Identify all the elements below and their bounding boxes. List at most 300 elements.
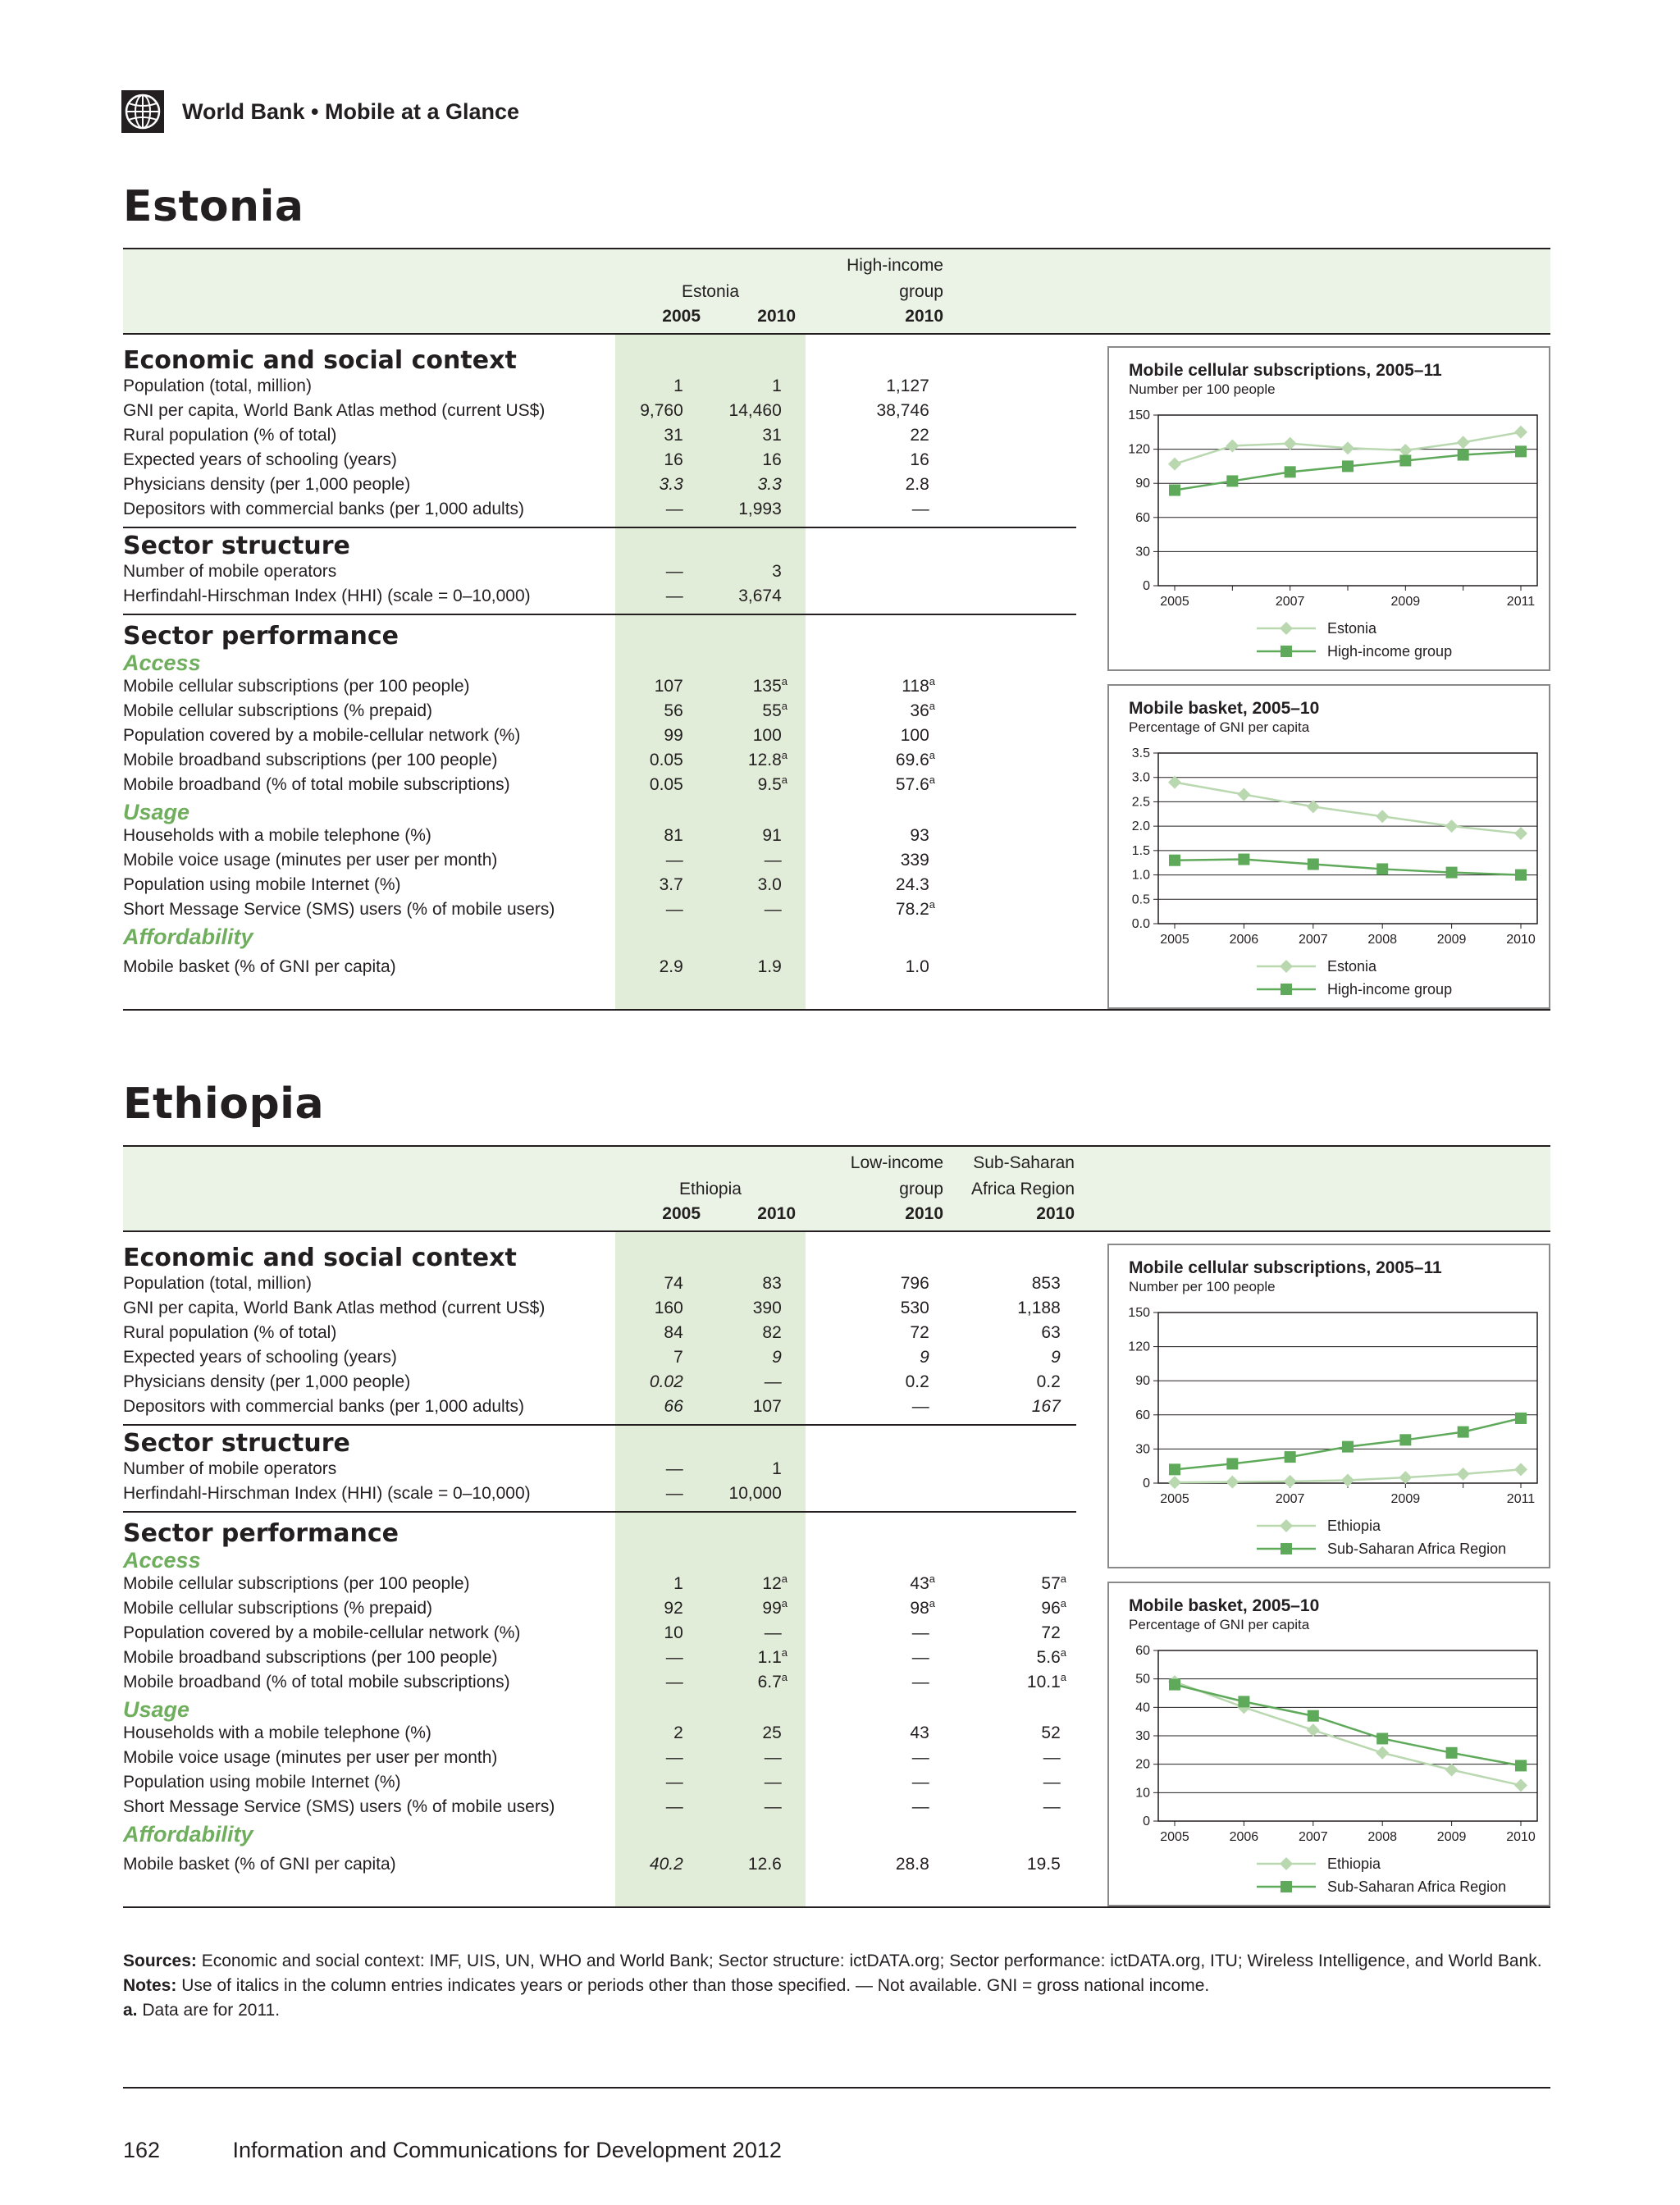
y-tick-label: 0 [1143, 579, 1150, 593]
value-col-3: 9 [920, 1348, 929, 1367]
data-point-square [1342, 1441, 1354, 1453]
value-col-1: — [665, 587, 683, 605]
value-col-3: — [911, 1748, 929, 1767]
region-label-2: Africa Region [970, 1180, 1075, 1198]
y-tick-label: 120 [1128, 1340, 1150, 1354]
row-label: Herfindahl-Hirschman Index (HHI) (scale = 0–10,000) [123, 1484, 531, 1503]
group-label: Estonia [681, 282, 740, 301]
row-label: Population using mobile Internet (%) [123, 1773, 401, 1792]
value-col-1: — [665, 500, 683, 518]
legend-marker-square [1281, 1543, 1292, 1554]
value-col-2: 1.9 [757, 957, 782, 976]
row-label: Depositors with commercial banks (per 1,000 adults) [123, 1397, 525, 1416]
page-footer [123, 2138, 782, 2163]
value-col-3: 24.3 [895, 875, 929, 894]
country-table [123, 248, 1550, 1012]
table-row [123, 848, 1076, 873]
value-col-4: 96$^a$ [1041, 1597, 1066, 1618]
data-point-square [1238, 1696, 1249, 1707]
subsection-usage: Usage [123, 800, 190, 824]
legend-label: Sub-Saharan Africa Region [1327, 1541, 1507, 1557]
section-title-structure: Sector structure [123, 1429, 350, 1458]
table-header [123, 1145, 1550, 1232]
line-chart [1109, 1583, 1549, 1905]
subsection-affordability: Affordability [123, 1822, 253, 1847]
row-label: Physicians density (per 1,000 people) [123, 1372, 411, 1391]
value-col-3: — [911, 500, 929, 518]
year-2005-label: 2005 [662, 307, 701, 326]
value-col-1: — [665, 1673, 683, 1691]
x-tick-label: 2005 [1160, 595, 1189, 609]
value-col-3: 38,746 [876, 401, 929, 420]
value-col-1: 2 [673, 1723, 683, 1742]
plot-area [1158, 1312, 1537, 1483]
line-chart [1109, 1245, 1549, 1567]
comparison-group-label-2: group [899, 1180, 943, 1198]
value-col-1: — [665, 1459, 683, 1478]
legend-label: Ethiopia [1327, 1856, 1381, 1872]
x-tick-label: 2007 [1275, 595, 1305, 609]
legend-label: High-income group [1327, 643, 1453, 660]
value-col-2: 55$^a$ [762, 700, 788, 720]
row-label: Population (total, million) [123, 377, 312, 395]
section-title-economic: Economic and social context [123, 346, 517, 375]
table-row [123, 423, 1076, 448]
value-col-2: 99$^a$ [762, 1597, 788, 1618]
footnote-marker: a [1060, 1646, 1066, 1659]
x-tick-label: 2011 [1506, 1492, 1536, 1506]
footnote-marker: a [1060, 1597, 1066, 1609]
data-point-square [1169, 855, 1180, 866]
section-rule [123, 527, 1076, 528]
x-tick-label: 2009 [1390, 1492, 1421, 1506]
legend-label: Ethiopia [1327, 1518, 1381, 1534]
footnote-marker: a [781, 774, 788, 786]
data-point-square [1169, 1463, 1180, 1475]
value-col-2: 107 [752, 1397, 782, 1416]
sources-line: Sources: Economic and social context: IMF, UIS, UN, WHO and World Bank; Sector structure: ictDATA.org; Sector performance: ictDATA.org, ITU; Wireless Intelligence, and World Bank. [123, 1952, 1542, 1970]
table-row [123, 1852, 1076, 1877]
value-col-1: — [665, 1773, 683, 1792]
y-tick-label: 3.0 [1131, 770, 1150, 785]
value-col-1: 1 [673, 377, 683, 395]
data-point-square [1376, 1732, 1388, 1744]
value-col-2: 91 [762, 826, 782, 845]
row-label: Depositors with commercial banks (per 1,000 adults) [123, 500, 525, 518]
value-col-2: 100 [752, 726, 782, 745]
value-col-2: 390 [752, 1299, 782, 1317]
value-col-2: 12.6 [747, 1855, 782, 1874]
x-tick-label: 2007 [1299, 933, 1328, 947]
value-col-2: 82 [762, 1323, 782, 1342]
chart-subtitle: Percentage of GNI per capita [1129, 1617, 1310, 1632]
x-tick-label: 2008 [1367, 933, 1397, 947]
chart-title: Mobile cellular subscriptions, 2005–11 [1129, 361, 1442, 380]
table-row [123, 1271, 1076, 1296]
legend-label: Estonia [1327, 620, 1377, 637]
row-label: Rural population (% of total) [123, 1323, 337, 1342]
row-label: Short Message Service (SMS) users (% of mobile users) [123, 1797, 555, 1816]
value-col-1: — [665, 1797, 683, 1816]
table-row [123, 584, 1076, 609]
y-tick-label: 60 [1135, 510, 1150, 525]
footnote-marker: a [929, 1573, 935, 1585]
y-tick-label: 150 [1128, 1306, 1150, 1320]
value-col-1: 3.7 [659, 875, 683, 894]
table-row [123, 1296, 1076, 1321]
value-col-3: 22 [910, 426, 929, 445]
y-tick-label: 150 [1128, 409, 1150, 422]
footnote-marker: a [929, 700, 935, 712]
row-label: Population covered by a mobile-cellular network (%) [123, 1623, 521, 1642]
x-tick-label: 2006 [1229, 1830, 1259, 1844]
value-col-4: 63 [1041, 1323, 1061, 1342]
row-label: Mobile broadband (% of total mobile subscriptions) [123, 775, 510, 794]
row-label: Physicians density (per 1,000 people) [123, 475, 411, 494]
chart-title: Mobile basket, 2005–10 [1129, 1596, 1320, 1615]
value-col-2: 3,674 [738, 587, 782, 605]
data-point-square [1515, 1413, 1527, 1424]
subsection-access: Access [123, 1548, 201, 1573]
row-label: Mobile broadband subscriptions (per 100 people) [123, 1648, 498, 1667]
value-col-3: 43 [910, 1723, 929, 1742]
footnote-marker: a [929, 675, 935, 687]
row-label: Herfindahl-Hirschman Index (HHI) (scale = 0–10,000) [123, 587, 531, 605]
footnote-marker: a [781, 1573, 788, 1585]
year-2010-label: 2010 [757, 307, 796, 326]
value-col-3: — [911, 1623, 929, 1642]
chart-title: Mobile basket, 2005–10 [1129, 699, 1320, 718]
value-col-3: 100 [900, 726, 929, 745]
legend-marker-diamond [1280, 622, 1293, 635]
value-col-1: 107 [654, 677, 683, 696]
value-col-4: 72 [1041, 1623, 1061, 1642]
table-row [123, 724, 1076, 748]
y-tick-label: 0.5 [1131, 892, 1150, 907]
value-col-1: 2.9 [659, 957, 683, 976]
row-label: Population covered by a mobile-cellular network (%) [123, 726, 521, 745]
value-col-2: 3.0 [757, 875, 782, 894]
value-col-1: — [665, 1748, 683, 1767]
value-col-2: 16 [762, 450, 782, 469]
data-point-square [1226, 1458, 1238, 1469]
section-rule [123, 614, 1076, 615]
header-title: World Bank • Mobile at a Glance [182, 98, 520, 124]
value-col-1: 10 [664, 1623, 683, 1642]
value-col-3: 98$^a$ [910, 1597, 935, 1618]
x-tick-label: 2010 [1506, 1830, 1536, 1844]
row-label: Number of mobile operators [123, 562, 337, 581]
row-label: Number of mobile operators [123, 1459, 337, 1478]
region-year-label: 2010 [1036, 1204, 1075, 1223]
value-col-4: — [1043, 1797, 1061, 1816]
section-title-economic: Economic and social context [123, 1244, 517, 1272]
value-col-1: 66 [664, 1397, 683, 1416]
data-point-square [1446, 1747, 1458, 1759]
value-col-4: 52 [1041, 1723, 1061, 1742]
value-col-2: 1.1$^a$ [757, 1646, 788, 1667]
subsection-usage: Usage [123, 1697, 190, 1722]
row-label: Mobile basket (% of GNI per capita) [123, 1855, 396, 1874]
data-point-square [1458, 450, 1469, 461]
x-tick-label: 2006 [1229, 933, 1259, 947]
value-col-1: 40.2 [649, 1855, 683, 1874]
section-rule [123, 1511, 1076, 1513]
footnote-a: a. Data are for 2011. [123, 2001, 281, 2020]
chart-panel [1107, 346, 1550, 671]
value-col-3: 118$^a$ [902, 675, 935, 696]
comparison-group-label: High-income [847, 256, 943, 275]
legend-marker-square [1281, 984, 1292, 995]
value-col-1: 99 [664, 726, 683, 745]
value-col-2: 1 [772, 377, 782, 395]
country-table [123, 1145, 1550, 1910]
y-tick-label: 2.5 [1131, 795, 1150, 810]
value-col-1: 9,760 [640, 401, 683, 420]
value-col-3: 93 [910, 826, 929, 845]
value-col-2: — [764, 1748, 782, 1767]
value-col-2: 9 [772, 1348, 782, 1367]
legend-label: Sub-Saharan Africa Region [1327, 1879, 1507, 1895]
chart-panel [1107, 1244, 1550, 1568]
table-row [123, 1596, 1076, 1621]
value-col-2: 12$^a$ [762, 1573, 788, 1593]
value-col-4: — [1043, 1773, 1061, 1792]
value-col-3: 28.8 [895, 1855, 929, 1874]
plot-area [1158, 753, 1537, 924]
table-row [123, 748, 1076, 773]
value-col-4: 5.6$^a$ [1036, 1646, 1066, 1667]
row-label: Mobile voice usage (minutes per user per month) [123, 851, 498, 870]
footnote-marker: a [781, 675, 788, 687]
chart-title: Mobile cellular subscriptions, 2005–11 [1129, 1258, 1442, 1277]
page-number: 162 [123, 2138, 161, 2162]
row-label: Mobile cellular subscriptions (% prepaid) [123, 701, 432, 720]
value-col-2: 135$^a$ [752, 675, 788, 696]
row-label: Expected years of schooling (years) [123, 450, 397, 469]
value-col-3: — [911, 1397, 929, 1416]
y-tick-label: 60 [1135, 1644, 1150, 1658]
value-col-1: 1 [673, 1574, 683, 1593]
value-col-2: 25 [762, 1723, 782, 1742]
footnote-marker: a [929, 1597, 935, 1609]
footnote-marker: a [781, 1597, 788, 1609]
value-col-2: — [764, 1797, 782, 1816]
table-row [123, 448, 1076, 472]
country-title: Estonia [123, 182, 304, 231]
row-label: Households with a mobile telephone (%) [123, 1723, 431, 1742]
value-col-2: 9.5$^a$ [757, 774, 788, 794]
value-col-3: 78.2$^a$ [895, 898, 935, 919]
table-row [123, 1395, 1076, 1419]
value-col-1: 160 [654, 1299, 683, 1317]
value-col-1: 7 [673, 1348, 683, 1367]
y-tick-label: 30 [1135, 1442, 1150, 1457]
value-col-3: 1.0 [905, 957, 929, 976]
footer-title: Information and Communications for Development 2012 [232, 2138, 782, 2162]
x-tick-label: 2005 [1160, 1830, 1189, 1844]
table-row [123, 1721, 1076, 1746]
x-tick-label: 2010 [1506, 933, 1536, 947]
table-row [123, 1321, 1076, 1345]
table-row [123, 824, 1076, 848]
value-col-2: — [764, 1372, 782, 1391]
legend-label: Estonia [1327, 958, 1377, 975]
value-col-3: 530 [900, 1299, 929, 1317]
legend-label: High-income group [1327, 981, 1453, 998]
value-col-2: 1,993 [738, 500, 782, 518]
comparison-year-label: 2010 [905, 1204, 943, 1223]
footnote-marker: a [781, 700, 788, 712]
footnote-marker: a [929, 898, 935, 911]
table-row [123, 1572, 1076, 1596]
table-row [123, 1670, 1076, 1695]
y-tick-label: 2.0 [1131, 819, 1150, 834]
table-row [123, 472, 1076, 497]
row-label: Population using mobile Internet (%) [123, 875, 401, 894]
legend-marker-diamond [1280, 1519, 1293, 1532]
data-point-square [1285, 1451, 1296, 1463]
data-point-square [1226, 475, 1238, 486]
line-chart [1109, 686, 1549, 1007]
row-label: Households with a mobile telephone (%) [123, 826, 431, 845]
value-col-1: — [665, 851, 683, 870]
y-tick-label: 1.5 [1131, 843, 1150, 858]
y-tick-label: 0 [1143, 1815, 1150, 1828]
section-title-performance: Sector performance [123, 622, 399, 651]
value-col-4: 19.5 [1026, 1855, 1061, 1874]
value-col-2: 3.3 [757, 475, 782, 494]
table-bottom-rule [123, 1906, 1550, 1908]
value-col-1: — [665, 562, 683, 581]
comparison-year-label: 2010 [905, 307, 943, 326]
footnote-marker: a [929, 774, 935, 786]
value-col-1: 0.05 [649, 751, 683, 769]
table-row [123, 374, 1076, 399]
x-tick-label: 2008 [1367, 1830, 1397, 1844]
section-rule [123, 1424, 1076, 1426]
row-label: Rural population (% of total) [123, 426, 337, 445]
y-tick-label: 120 [1128, 442, 1150, 457]
footnote-marker: a [929, 749, 935, 761]
row-label: Mobile voice usage (minutes per user per month) [123, 1748, 498, 1767]
value-col-2: 1 [772, 1459, 782, 1478]
row-label: Mobile cellular subscriptions (per 100 people) [123, 677, 470, 696]
chart-subtitle: Percentage of GNI per capita [1129, 719, 1310, 735]
table-row [123, 1646, 1076, 1670]
value-col-3: 36$^a$ [910, 700, 935, 720]
value-col-3: 1,127 [886, 377, 929, 395]
section-title-structure: Sector structure [123, 532, 350, 560]
footnote-marker: a [1060, 1671, 1066, 1683]
comparison-group-label-2: group [899, 282, 943, 301]
data-point-square [1308, 1710, 1319, 1722]
table-row [123, 559, 1076, 584]
row-label: Mobile broadband subscriptions (per 100 people) [123, 751, 498, 769]
region-label: Sub-Saharan [973, 1153, 1075, 1172]
legend-marker-square [1281, 1881, 1292, 1892]
data-point-square [1169, 485, 1180, 496]
row-label: GNI per capita, World Bank Atlas method (current US$) [123, 401, 546, 420]
x-tick-label: 2005 [1160, 933, 1189, 947]
data-point-square [1238, 854, 1249, 865]
value-col-3: 43$^a$ [910, 1573, 935, 1593]
value-col-2: 83 [762, 1274, 782, 1293]
value-col-1: 3.3 [659, 475, 683, 494]
value-col-2: 10,000 [728, 1484, 782, 1503]
chart-panel [1107, 1582, 1550, 1906]
y-tick-label: 1.0 [1131, 868, 1150, 883]
value-col-2: 31 [762, 426, 782, 445]
value-col-4: 853 [1031, 1274, 1061, 1293]
footnote-marker: a [781, 749, 788, 761]
data-point-square [1308, 858, 1319, 870]
value-col-3: 16 [910, 450, 929, 469]
x-tick-label: 2009 [1390, 595, 1421, 609]
row-label: Mobile cellular subscriptions (per 100 people) [123, 1574, 470, 1593]
data-point-square [1515, 445, 1527, 457]
value-col-3: 2.8 [905, 475, 929, 494]
table-row [123, 1481, 1076, 1506]
notes [123, 1949, 1550, 2023]
value-col-2: — [764, 1773, 782, 1792]
value-col-2: 3 [772, 562, 782, 581]
comparison-group-label: Low-income [850, 1153, 943, 1172]
subsection-access: Access [123, 651, 201, 675]
value-col-3: 339 [900, 851, 929, 870]
value-col-1: — [665, 1484, 683, 1503]
table-row [123, 497, 1076, 522]
row-label: Mobile basket (% of GNI per capita) [123, 957, 396, 976]
line-chart [1109, 348, 1549, 669]
value-col-3: — [911, 1773, 929, 1792]
value-col-4: 57$^a$ [1041, 1573, 1066, 1593]
row-label: GNI per capita, World Bank Atlas method (current US$) [123, 1299, 546, 1317]
y-tick-label: 3.5 [1131, 746, 1150, 760]
y-tick-label: 40 [1135, 1701, 1150, 1715]
subsection-affordability: Affordability [123, 924, 253, 949]
table-row [123, 1370, 1076, 1395]
data-point-square [1342, 460, 1354, 472]
chart-subtitle: Number per 100 people [1129, 381, 1276, 397]
table-row [123, 699, 1076, 724]
value-col-1: — [665, 1648, 683, 1667]
section-title-performance: Sector performance [123, 1519, 399, 1548]
data-point-square [1458, 1427, 1469, 1438]
plot-area [1158, 415, 1537, 586]
x-tick-label: 2007 [1299, 1830, 1328, 1844]
year-2005-label: 2005 [662, 1204, 701, 1223]
legend-marker-diamond [1280, 1857, 1293, 1870]
table-row [123, 873, 1076, 897]
footnote-marker: a [781, 1646, 788, 1659]
chart-panel [1107, 684, 1550, 1009]
data-point-square [1376, 863, 1388, 874]
value-col-3: — [911, 1673, 929, 1691]
value-col-2: — [764, 900, 782, 919]
value-col-2: 6.7$^a$ [757, 1671, 788, 1691]
value-col-3: 57.6$^a$ [895, 774, 935, 794]
row-label: Mobile broadband (% of total mobile subscriptions) [123, 1673, 510, 1691]
value-col-3: 0.2 [905, 1372, 929, 1391]
value-col-4: 167 [1031, 1397, 1061, 1416]
y-tick-label: 50 [1135, 1672, 1150, 1687]
data-point-square [1399, 454, 1411, 466]
value-col-1: 84 [664, 1323, 683, 1342]
table-row [123, 1746, 1076, 1770]
year-2010-label: 2010 [757, 1204, 796, 1223]
country-title: Ethiopia [123, 1080, 325, 1129]
